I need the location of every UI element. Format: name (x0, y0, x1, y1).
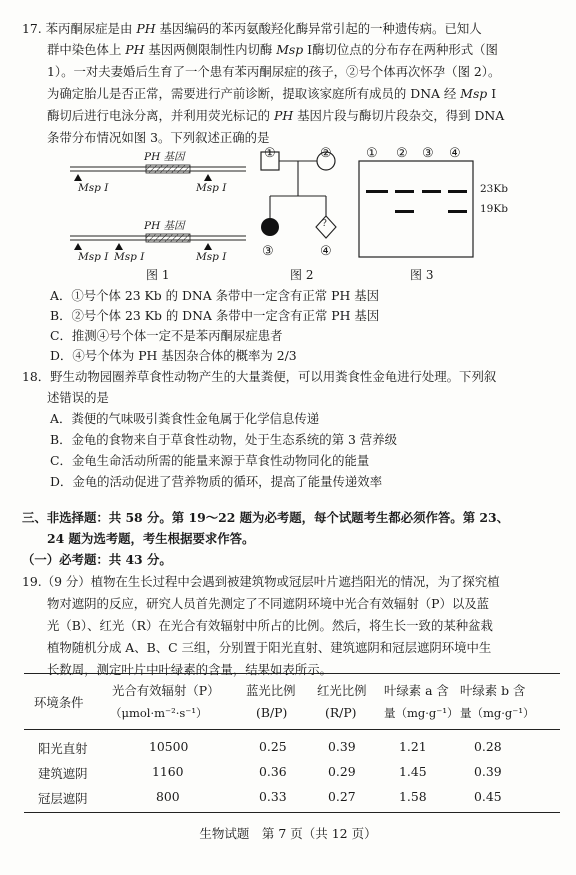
q17-term: Msp (460, 86, 488, 101)
table-cell: 0.27 (328, 789, 356, 804)
q17-text: Ⅰ (487, 86, 497, 101)
q17-option-c[interactable]: C．推测④号个体一定不是苯丙酮尿症患者 (50, 328, 283, 343)
table-cell: 0.39 (328, 739, 356, 754)
q17-text: 群中染色体上 (47, 42, 126, 57)
q18-line-1: 18．野生动物园圈养草食性动物产生的大量粪便，可以用粪食性金龟进行处理。下列叙 (22, 369, 497, 384)
table-header-rp: 红光比例 (317, 683, 367, 698)
q18-option-c[interactable]: C．金龟生命活动所需的能量来源于草食性动物同化的能量 (50, 453, 370, 468)
fig1-caption: 图 1 (146, 268, 170, 282)
q17-line-4 (47, 85, 496, 103)
table-cell: 0.28 (474, 739, 502, 754)
gel-lane-label-4: ④ (449, 146, 461, 161)
fig1-site-label: Msp Ⅰ (196, 182, 227, 194)
table-header-p: 光合有效辐射（P） (112, 683, 220, 698)
q17-text: 为确定胎儿是否正常，需要进行产前诊断，提取该家庭所有成员的 DNA 经 (47, 86, 461, 101)
table-mid-rule (24, 729, 560, 730)
ph-gene-box-2 (146, 234, 190, 242)
q19-line-1: 19.（9 分）植物在生长过程中会遇到被建筑物或冠层叶片遮挡阳光的情况，为了探究植 (22, 574, 500, 589)
table-cell: 0.33 (259, 789, 287, 804)
table-cell: 0.39 (474, 764, 502, 779)
figure-2-pedigree (254, 146, 354, 258)
fetus-mark: ? (322, 219, 327, 229)
ph-gene-box-1 (146, 165, 190, 173)
table-header-bp-unit: (B/P) (256, 705, 288, 720)
msp-site-marker (204, 243, 212, 250)
q17-option-b[interactable]: B．②号个体 23 Kb 的 DNA 条带中一定含有正常 PH 基因 (50, 308, 380, 323)
q19-line-4: 植物随机分成 A、B、C 三组，分别置于阳光直射、建筑遮阴和冠层遮阴环境中生 (47, 640, 492, 655)
q17-line-1 (22, 20, 482, 38)
q17-term: PH (125, 42, 145, 57)
table-header-bp: 蓝光比例 (246, 683, 296, 698)
q17-term: Msp (276, 42, 304, 57)
q17-text: 条带分布情况如图 3。下列叙述正确的是 (47, 130, 270, 145)
q17-text: 基因编码的苯丙氨酸羟化酶异常引起的一种遗传病。已知人 (155, 21, 482, 36)
gel-lane-label-2: ② (396, 146, 408, 161)
figure-3-gel (358, 160, 476, 260)
q19-line-5: 长数周，测定叶片中叶绿素的含量，结果如表所示。 (47, 662, 332, 677)
gel-lane-label-3: ③ (422, 146, 434, 161)
table-header-chlb: 叶绿素 b 含 (460, 683, 526, 698)
table-cell: 0.29 (328, 764, 356, 779)
section-3-line-1: 三、非选择题：共 58 分。第 19～22 题为必考题，每个试题考生都必须作答。第 23、 (22, 510, 510, 525)
fig1-site-label: Msp Ⅰ (114, 251, 145, 263)
msp-site-marker (115, 243, 123, 250)
pedigree-label-1: ① (264, 146, 276, 161)
q17-line-3 (47, 63, 500, 81)
q17-text: 苯丙酮尿症是由 (45, 21, 137, 36)
q18-option-a[interactable]: A．粪便的气味吸引粪食性金龟属于化学信息传递 (50, 411, 320, 426)
table-header-chla-unit: 量（mg·g⁻¹） (384, 706, 459, 720)
table-header-rp-unit: (R/P) (325, 705, 357, 720)
table-header-p-unit: （μmol·m⁻²·s⁻¹） (110, 706, 208, 720)
table-cell: 1.21 (399, 739, 427, 754)
msp-site-marker (74, 243, 82, 250)
q17-term: PH (273, 108, 294, 123)
gel-band-23kb (395, 190, 414, 193)
band-label-19kb: 19Kb (480, 203, 508, 215)
table-cell: 1.45 (399, 764, 427, 779)
q17-option-d[interactable]: D．④号个体为 PH 基因杂合体的概率为 2/3 (50, 348, 297, 363)
q19-line-2: 物对遮阴的反应，研究人员首先测定了不同遮阴环境中光合有效辐射（P）以及蓝 (47, 596, 490, 611)
fig1-site-label: Msp Ⅰ (78, 251, 109, 263)
q17-line-2 (47, 41, 498, 59)
table-header-chlb-unit: 量（mg·g⁻¹） (460, 706, 535, 720)
table-cell: 阳光直射 (38, 741, 88, 756)
table-cell: 0.36 (259, 764, 287, 779)
q17-text: Ⅰ酶切位点的分布存在两种形式（图 (303, 42, 498, 57)
table-cell: 1.58 (399, 789, 427, 804)
q17-line-6 (47, 129, 269, 147)
pedigree-label-4: ④ (320, 244, 332, 259)
table-bottom-rule (24, 812, 560, 813)
gel-band-23kb (422, 190, 441, 193)
table-top-rule (24, 673, 560, 674)
figure-1 (68, 146, 248, 284)
table-cell: 800 (156, 789, 180, 804)
gel-band-19kb (395, 210, 414, 213)
msp-site-marker (74, 174, 82, 181)
fig1-gene-label: PH 基因 (144, 220, 185, 232)
q19-line-3: 光（B）、红光（R）在光合有效辐射中所占的比例。然后，将生长一致的某种盆栽 (47, 618, 493, 633)
table-cell: 0.25 (259, 739, 287, 754)
q17-number: 17. (22, 21, 42, 36)
fig1-gene-label: PH 基因 (144, 151, 185, 163)
q18-option-b[interactable]: B．金龟的食物来自于草食性动物，处于生态系统的第 3 营养级 (50, 432, 398, 447)
pedigree-label-3: ③ (262, 244, 274, 259)
q18-option-d[interactable]: D．金龟的活动促进了营养物质的循环，提高了能量传递效率 (50, 474, 383, 489)
table-cell: 冠层遮阴 (38, 791, 88, 806)
gel-frame (359, 161, 473, 257)
q17-text: 基因两侧限制性内切酶 (144, 42, 277, 57)
band-label-23kb: 23Kb (480, 183, 508, 195)
gel-lane-label-1: ① (366, 146, 378, 161)
gel-band-19kb (448, 210, 467, 213)
affected-child-symbol (261, 218, 279, 236)
q18-line-2: 述错误的是 (47, 390, 109, 405)
gel-band-23kb (448, 190, 467, 193)
q17-term: PH (136, 21, 156, 36)
table-cell: 0.45 (474, 789, 502, 804)
section-3-subheading: （一）必考题：共 43 分。 (22, 552, 172, 567)
table-row-header: 环境条件 (34, 695, 84, 710)
q17-text: 1）。一对夫妻婚后生育了一个患有苯丙酮尿症的孩子，②号个体再次怀孕（图 2）。 (47, 64, 501, 79)
q17-text: 基因片段与酶切片段杂交，得到 DNA (293, 108, 505, 123)
q17-text: 酶切后进行电泳分离，并利用荧光标记的 (47, 108, 274, 123)
section-3-line-2: 24 题为选考题，考生根据要求作答。 (47, 531, 255, 546)
pedigree-label-2: ② (320, 146, 332, 161)
table-cell: 建筑遮阴 (38, 766, 88, 781)
table-cell: 1160 (152, 764, 184, 779)
q17-option-a[interactable]: A．①号个体 23 Kb 的 DNA 条带中一定含有正常 PH 基因 (50, 288, 379, 303)
msp-site-marker (204, 174, 212, 181)
table-header-chla: 叶绿素 a 含 (384, 683, 449, 698)
fig1-site-label: Msp Ⅰ (78, 182, 109, 194)
gel-band-23kb (366, 190, 388, 193)
table-cell: 10500 (149, 739, 189, 754)
fig3-caption: 图 3 (410, 268, 434, 282)
fig1-site-label: Msp Ⅰ (196, 251, 227, 263)
page-footer: 生物试题 第 7 页（共 12 页） (199, 826, 377, 841)
fig2-caption: 图 2 (290, 268, 314, 282)
q17-line-5 (47, 107, 504, 125)
